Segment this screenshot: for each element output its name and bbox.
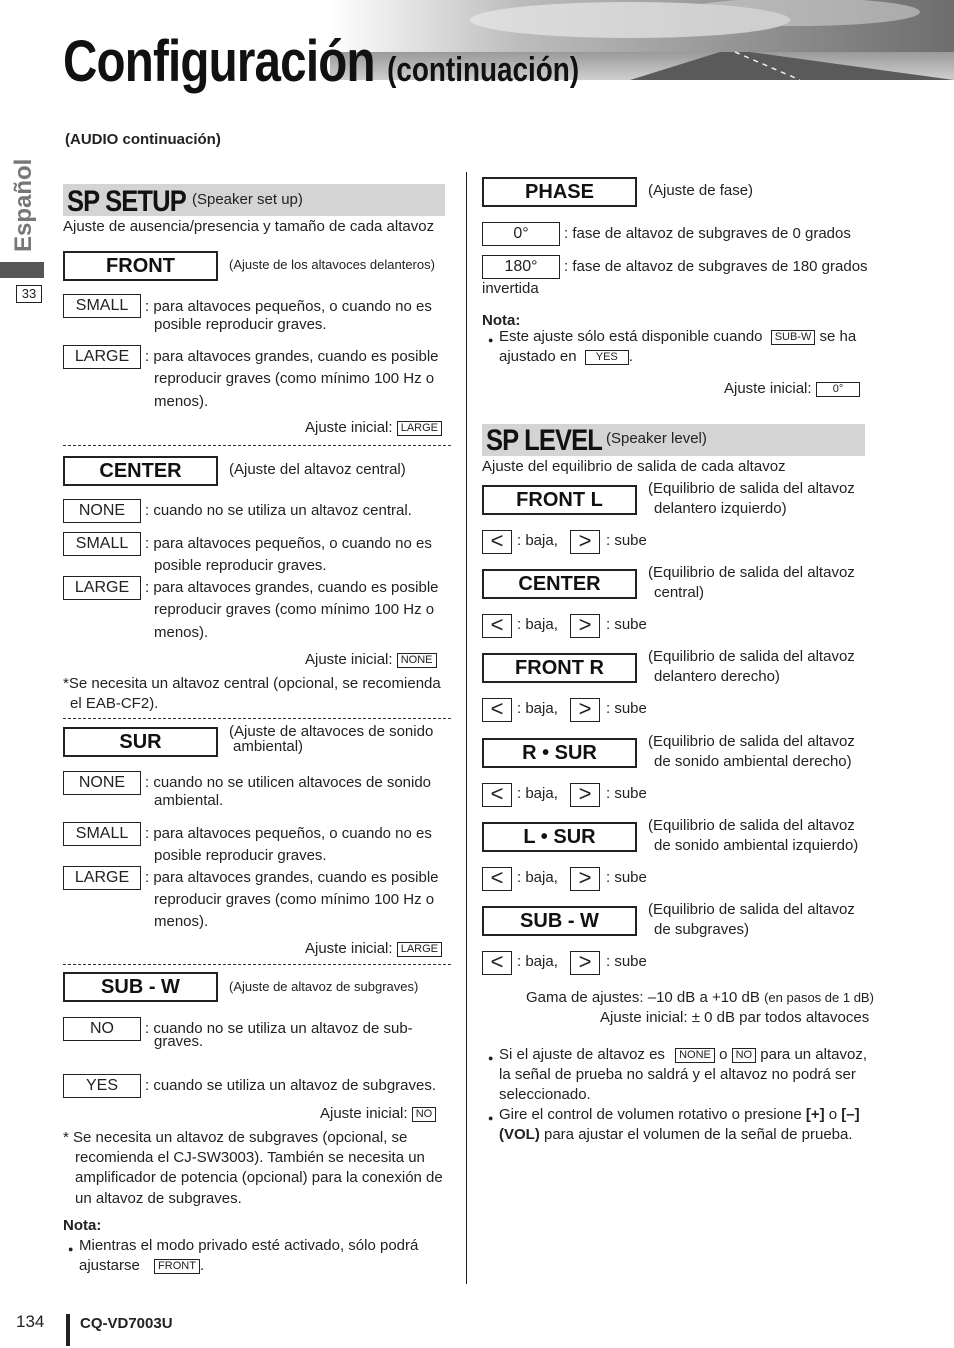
front-small-desc: : para altavoces pequeños, o cuando no es: [145, 298, 432, 315]
increase-label: : sube: [606, 953, 647, 970]
phase-nota-value1: SUB-W: [771, 330, 816, 345]
decrease-label: : baja,: [517, 616, 558, 633]
level-bullet1-line2: la señal de prueba no saldrá y el altavoz no podrá ser: [499, 1066, 856, 1083]
front-large-desc3: menos).: [154, 393, 209, 410]
column-divider: [466, 172, 467, 1284]
increase-label: : sube: [606, 616, 647, 633]
center-initial-value: NONE: [397, 653, 437, 668]
page-title-sub: (continuación): [387, 51, 580, 89]
center-large-desc2: reproducir graves (como mínimo 100 Hz o: [154, 601, 435, 618]
sur-note: (Ajuste de altavoces de sonido: [229, 723, 434, 740]
sur-small-desc: : para altavoces pequeños, o cuando no es: [145, 825, 432, 842]
minus-key: [–]: [841, 1106, 860, 1123]
level-item-note2: delantero derecho): [654, 668, 780, 685]
level-item-note: (Equilibrio de salida del altavoz: [648, 817, 855, 834]
level-bullet1-value1: NONE: [675, 1048, 715, 1063]
sur-label: SUR: [63, 727, 218, 757]
level-item-label: CENTER: [482, 569, 637, 599]
subw-initial-value: NO: [412, 1107, 437, 1122]
sur-large-desc: : para altavoces grandes, cuando es posible: [145, 869, 439, 886]
sp-level-title: SP LEVEL: [486, 424, 603, 457]
subw-footnote: * Se necesita un altavoz de subgraves (opcional, se: [63, 1129, 408, 1146]
subw-note: (Ajuste de altavoz de subgraves): [229, 979, 419, 994]
subw-no-desc: : cuando no se utiliza un altavoz de sub-: [145, 1020, 413, 1037]
center-small-value: SMALL: [63, 532, 141, 556]
vol-key: (VOL): [499, 1126, 540, 1143]
level-item-label: SUB - W: [482, 906, 637, 936]
language-label: Español: [10, 158, 37, 252]
front-label: FRONT: [63, 251, 218, 281]
level-item-note2: central): [654, 584, 705, 601]
footer-bar: [66, 1314, 70, 1346]
level-item-note: (Equilibrio de salida del altavoz: [648, 648, 855, 665]
sur-none-desc: : cuando no se utilicen altavoces de sonido: [145, 774, 432, 791]
audio-subheading: (AUDIO continuación): [65, 131, 221, 148]
divider: [63, 718, 451, 719]
decrease-label: : baja,: [517, 785, 558, 802]
left-nota-value: FRONT: [154, 1259, 200, 1274]
phase-note: (Ajuste de fase): [648, 182, 754, 199]
phase-nota-value2: YES: [585, 350, 629, 365]
sp-level-description: Ajuste del equilibrio de salida de cada altavoz: [482, 458, 786, 475]
front-large-desc: : para altavoces grandes, cuando es posible: [145, 348, 439, 365]
center-small-desc: : para altavoces pequeños, o cuando no es: [145, 535, 432, 552]
phase-180-value: 180°: [482, 255, 560, 279]
increase-label: : sube: [606, 532, 647, 549]
center-note: (Ajuste del altavoz central): [229, 461, 406, 478]
level-item-label: FRONT R: [482, 653, 637, 683]
level-bullet1-line3: seleccionado.: [499, 1086, 591, 1103]
phase-180-desc: : fase de altavoz de subgraves de 180 grados: [564, 258, 868, 275]
front-initial-value: LARGE: [397, 421, 442, 436]
level-item-label: R • SUR: [482, 738, 637, 768]
level-range: Gama de ajustes: –10 dB a +10 dB (en pasos de 1 dB): [526, 989, 874, 1006]
decrease-arrow-icon: <: [482, 951, 512, 975]
subw-yes-value: YES: [63, 1074, 141, 1098]
increase-label: : sube: [606, 700, 647, 717]
center-none-desc: : cuando no se utiliza un altavoz central.: [145, 502, 412, 519]
center-large-desc: : para altavoces grandes, cuando es posible: [145, 579, 439, 596]
level-item-note2: de subgraves): [654, 921, 750, 938]
decrease-label: : baja,: [517, 869, 558, 886]
decrease-arrow-icon: <: [482, 698, 512, 722]
decrease-arrow-icon: <: [482, 614, 512, 638]
level-item-note2: de sonido ambiental izquierdo): [654, 837, 859, 854]
level-range-step: (en pasos de 1 dB): [764, 990, 874, 1005]
subw-footnote3: amplificador de potencia (opcional) para la conexión de: [75, 1169, 443, 1186]
decrease-arrow-icon: <: [482, 867, 512, 891]
center-footnote2: el EAB-CF2).: [70, 695, 159, 712]
phase-initial-value: 0°: [816, 382, 861, 397]
sp-setup-description: Ajuste de ausencia/presencia y tamaño de cada altavoz: [63, 218, 435, 235]
subw-footnote4: un altavoz de subgraves.: [75, 1190, 242, 1207]
side-tab: [0, 262, 44, 278]
page-number: 134: [16, 1312, 45, 1331]
page-title: Configuración (continuación): [63, 29, 580, 94]
sp-setup-note: (Speaker set up): [192, 191, 303, 208]
level-initial: Ajuste inicial: ± 0 dB par todos altavoces: [600, 1009, 870, 1026]
level-item-note2: delantero izquierdo): [654, 500, 787, 517]
front-small-value: SMALL: [63, 294, 141, 318]
subw-yes-desc: : cuando se utiliza un altavoz de subgraves.: [145, 1077, 437, 1094]
phase-initial: Ajuste inicial: 0°: [724, 379, 860, 399]
center-large-value: LARGE: [63, 576, 141, 600]
phase-label: PHASE: [482, 177, 637, 207]
subw-no-desc2: graves.: [154, 1033, 204, 1050]
chapter-number: 33: [16, 285, 42, 303]
center-label: CENTER: [63, 456, 218, 486]
level-item-note: (Equilibrio de salida del altavoz: [648, 564, 855, 581]
center-none-value: NONE: [63, 499, 141, 523]
center-small-desc2: posible reproducir graves.: [154, 557, 327, 574]
increase-arrow-icon: >: [570, 783, 600, 807]
increase-arrow-icon: >: [570, 530, 600, 554]
increase-arrow-icon: >: [570, 867, 600, 891]
level-item-note2: de sonido ambiental derecho): [654, 753, 852, 770]
level-item-note: (Equilibrio de salida del altavoz: [648, 901, 855, 918]
center-large-desc3: menos).: [154, 624, 209, 641]
decrease-label: : baja,: [517, 532, 558, 549]
sur-small-value: SMALL: [63, 822, 141, 846]
sp-level-note: (Speaker level): [606, 430, 707, 447]
phase-nota-line1: ● Este ajuste sólo está disponible cuando SUB-W se ha: [499, 327, 856, 347]
divider: [63, 445, 451, 446]
subw-footnote2: recomienda el CJ-SW3003). También se necesita un: [75, 1149, 425, 1166]
subw-initial: Ajuste inicial: NO: [320, 1104, 436, 1124]
subw-no-value: NO: [63, 1017, 141, 1041]
center-footnote: *Se necesita un altavoz central (opcional, se recomienda: [63, 675, 441, 692]
level-item-label: L • SUR: [482, 822, 637, 852]
increase-label: : sube: [606, 869, 647, 886]
front-small-desc2: posible reproducir graves.: [154, 316, 327, 333]
decrease-label: : baja,: [517, 700, 558, 717]
decrease-arrow-icon: <: [482, 783, 512, 807]
phase-180-desc2: invertida: [482, 280, 539, 297]
level-bullet2-line2: (VOL) para ajustar el volumen de la señal de prueba.: [499, 1126, 853, 1143]
sp-setup-title: SP SETUP: [67, 185, 186, 218]
sur-note2: ambiental): [233, 738, 304, 755]
center-initial: Ajuste inicial: NONE: [305, 650, 437, 670]
sur-small-desc2: posible reproducir graves.: [154, 847, 327, 864]
subw-label: SUB - W: [63, 972, 218, 1002]
front-initial: Ajuste inicial: LARGE: [305, 418, 442, 438]
level-bullet2-line1: ● Gire el control de volumen rotativo o presione [+] o [–]: [499, 1105, 860, 1125]
sur-large-desc3: menos).: [154, 913, 209, 930]
front-large-desc2: reproducir graves (como mínimo 100 Hz o: [154, 370, 435, 387]
plus-key: [+]: [805, 1106, 825, 1123]
front-note: (Ajuste de los altavoces delanteros): [229, 257, 435, 272]
phase-nota-title: Nota:: [482, 312, 521, 329]
level-item-label: FRONT L: [482, 485, 637, 515]
increase-arrow-icon: >: [570, 614, 600, 638]
phase-nota-line2: ajustado en YES .: [499, 348, 633, 365]
sur-none-value: NONE: [63, 771, 141, 795]
decrease-arrow-icon: <: [482, 530, 512, 554]
increase-arrow-icon: >: [570, 951, 600, 975]
level-bullet1-value2: NO: [732, 1048, 757, 1063]
sur-large-value: LARGE: [63, 866, 141, 890]
increase-label: : sube: [606, 785, 647, 802]
model-number: CQ-VD7003U: [80, 1315, 173, 1332]
divider: [63, 964, 451, 965]
left-nota-line2: ajustarse FRONT .: [79, 1257, 205, 1274]
phase-0-value: 0°: [482, 222, 560, 246]
sur-initial-value: LARGE: [397, 942, 442, 957]
sur-initial: Ajuste inicial: LARGE: [305, 939, 442, 959]
sur-none-desc2: ambiental.: [154, 792, 224, 809]
decrease-label: : baja,: [517, 953, 558, 970]
phase-0-desc: : fase de altavoz de subgraves de 0 grados: [564, 225, 851, 242]
level-item-note: (Equilibrio de salida del altavoz: [648, 733, 855, 750]
left-nota-title: Nota:: [63, 1217, 102, 1234]
sur-large-desc2: reproducir graves (como mínimo 100 Hz o: [154, 891, 435, 908]
left-nota-line1: ● Mientras el modo privado esté activado, sólo podrá: [79, 1236, 418, 1256]
increase-arrow-icon: >: [570, 698, 600, 722]
level-item-note: (Equilibrio de salida del altavoz: [648, 480, 855, 497]
level-bullet1-line1: ● Si el ajuste de altavoz es NONE o NO para un altavoz,: [499, 1045, 867, 1065]
front-large-value: LARGE: [63, 345, 141, 369]
